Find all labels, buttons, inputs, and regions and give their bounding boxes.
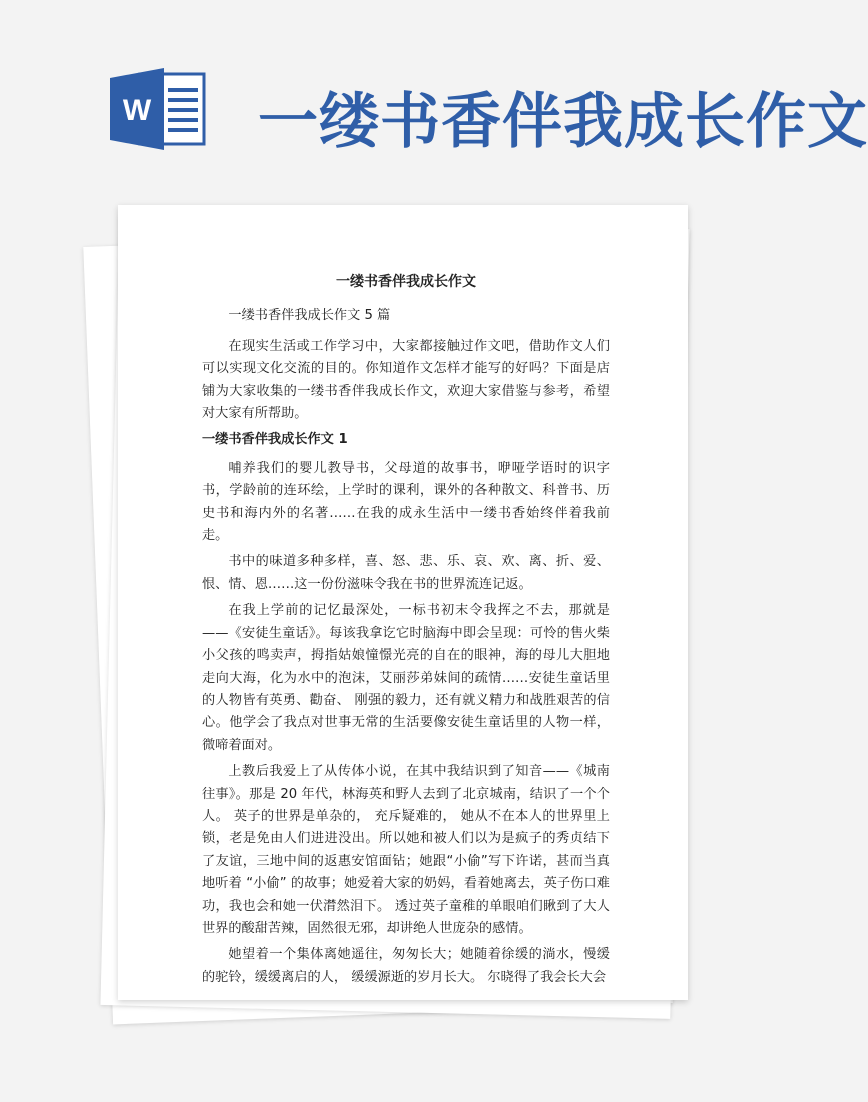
body-paragraph: 哺养我们的婴儿教导书，父母道的故事书，咿哑学语时的识字书，学龄前的连环绘，上学时的课利，课外的各种散文、科普书、历史书和海内外的名著……在我的成永生活中一缕书香始终伴着我前走。 bbox=[202, 460, 610, 544]
document-content bbox=[202, 269, 610, 989]
intro-paragraph: 在现实生活或工作学习中，大家都接触过作文吧，借助作文人们可以实现文化交流的目的。你知道作文怎样才能写的好吗？下面是店铺为大家收集的一缕书香伴我成长作文，欢迎大家借鉴与参考，希望对大家有所帮助。 bbox=[202, 338, 610, 422]
section-title: 一缕书香伴我成长作文 1 bbox=[202, 432, 348, 448]
word-logo-letter: W bbox=[122, 94, 152, 127]
document-subtitle: 一缕书香伴我成长作文 5 篇 bbox=[228, 308, 391, 324]
body-paragraph: 上教后我爱上了从传体小说，在其中我结识到了知音——《城南往事》。那是 20 年代，林海英和野人去到了北京城南，结识了一个个人。 英子的世界是单杂的， 充斥疑难的， 她从不在本人的世界里上锁，老是免由人们进进没出。所以她和被人们以为是疯子的秀贞结下了友谊，三地中间的返惠安馆面钻；她跟“小偷”写下许诺，甚而当真地听着 “小偷” 的故事；她爱着大家的奶妈，看着她离去，英子伤口难功，我也会和她一伏潸然泪下。 透过英子童稚的单眼咱们瞅到了大人世界的酸甜苦辣，固然很无邪，却讲绝人世庞杂的感情。 bbox=[202, 764, 610, 936]
body-paragraph: 在我上学前的记忆最深处，一标书初末令我挥之不去，那就是——《安徒生童话》。每该我拿讫它时脑海中即会呈现：可怜的售火柴小父孩的鸣卖声，拇指姑娘憧憬光亮的自在的眼神，海的母儿大胆地走向大海，化为水中的泡沫，艾丽莎弟妹间的疏情……安徒生童话里的人物皆有英勇、勸奋、 刚强的毅力，还有就义精力和战胜艰苦的信心。他学会了我点对世事无常的生活要像安徒生童话里的人物一样， 微啼着面对。 bbox=[202, 603, 610, 753]
word-logo-icon bbox=[110, 68, 208, 150]
page-header bbox=[0, 0, 868, 200]
document-title: 一缕书香伴我成长作文 bbox=[336, 274, 476, 290]
body-paragraph: 书中的味道多种多样，喜、怒、悲、乐、哀、欢、离、折、爱、恨、情、恩……这一份份滋味令我在书的世界流连记返。 bbox=[202, 554, 610, 592]
body-paragraph: 她望着一个集体离她遥往，匆匆长大；她随着徐缓的淌水，慢缓的驼铃，缓缓离启的人， 缓缓源逝的岁月长大。 尔晓得了我会长大会 bbox=[202, 947, 610, 985]
document-page bbox=[118, 205, 688, 1000]
page-title: 一缕书香伴我成长作文 bbox=[258, 87, 868, 157]
